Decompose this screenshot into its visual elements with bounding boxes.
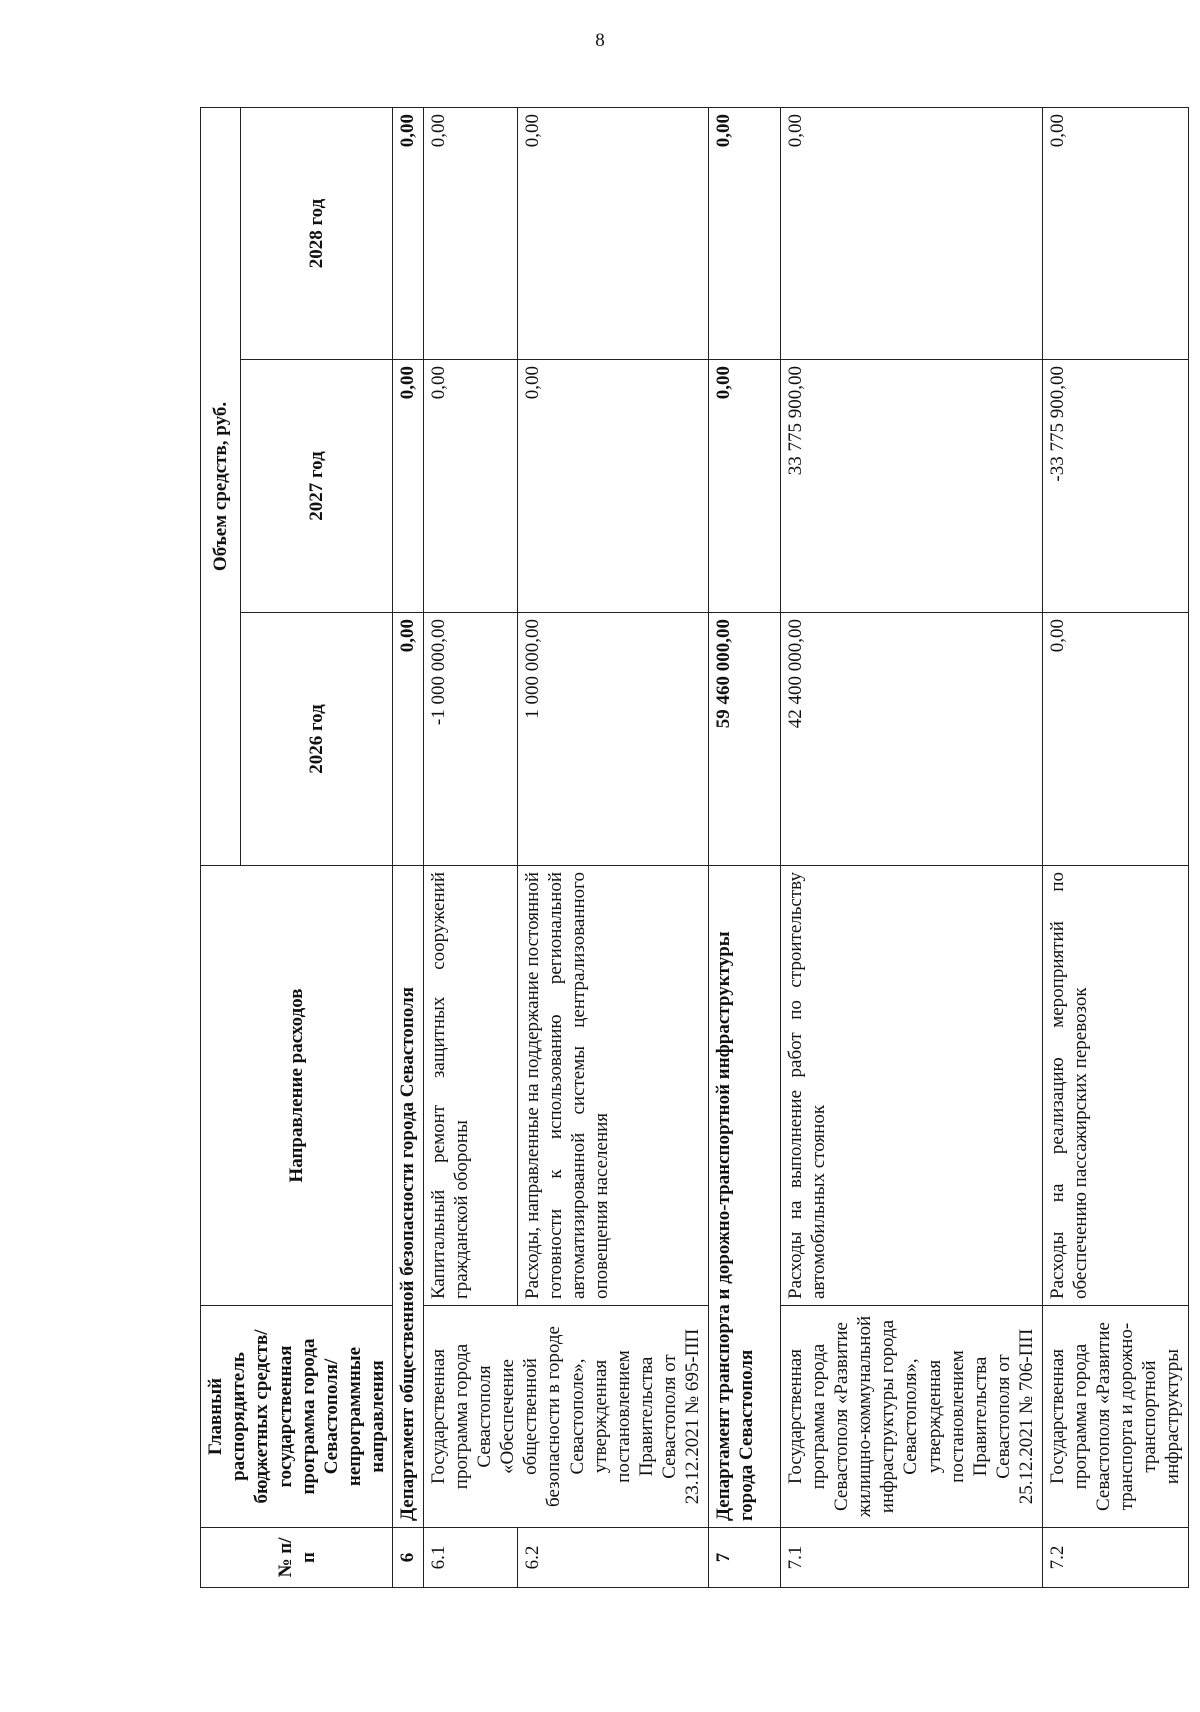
header-volume: Объем средств, руб. [201,108,241,866]
row-num: 6.2 [517,1528,708,1588]
amount-2028: 0,00 [708,108,780,360]
amount-2026: -1 000 000,00 [423,613,517,866]
header-num: № п/п [201,1528,393,1588]
amount-2027: 0,00 [423,360,517,613]
amount-2026: 1 000 000,00 [517,613,708,866]
row-num: 6.1 [423,1528,517,1588]
amount-2026: 59 460 000,00 [708,613,780,866]
amount-2028: 0,00 [1042,108,1188,360]
table-row [423,108,517,1588]
amount-2028: 0,00 [517,108,708,360]
header-year-2027: 2027 год [240,360,393,613]
program-name: Государственная программа города Севастополя «Развитие транспорта и дорожно-транспортной инфраструктуры [1042,1306,1188,1528]
amount-2028: 0,00 [423,108,517,360]
amount-2027: 0,00 [393,360,423,613]
expense-direction: Расходы, направленные на поддержание постоянной готовности к использованию региональной автоматизированной системы централизованного оповещения населения [517,866,708,1306]
table-row [1042,108,1188,1588]
rotated-table-wrapper [200,108,1184,1588]
table-row [780,108,1042,1588]
expense-direction: Расходы на выполнение работ по строительству автомобильных стоянок [780,866,1042,1306]
program-name: Государственная программа города Севастополя «Развитие жилищно-коммунальной инфраструктуры города Севастополя», утвержденная постановлением Правительства Севастополя от 25.12.2021 № 706-ПП [780,1306,1042,1528]
amount-2027: 33 775 900,00 [780,360,1042,613]
department-row [708,108,780,1588]
amount-2026: 42 400 000,00 [780,613,1042,866]
amount-2026: 0,00 [393,613,423,866]
amount-2027: 0,00 [517,360,708,613]
department-name: Департамент транспорта и дорожно-транспортной инфраструктуры города Севастополя [708,866,780,1528]
amount-2027: 0,00 [708,360,780,613]
department-row [393,108,423,1588]
header-year-2028: 2028 год [240,108,393,360]
header-owner: Главный распорядитель бюджетных средств/государственная программа города Севастополя/непрограммные направления [201,1306,393,1528]
row-num: 7.2 [1042,1528,1188,1588]
amount-2028: 0,00 [780,108,1042,360]
header-row-1 [201,108,241,1588]
amount-2027: -33 775 900,00 [1042,360,1188,613]
header-year-2026: 2026 год [240,613,393,866]
program-name: Государственная программа города Севастополя «Обеспечение общественной безопасности в городе Севастополе», утвержденная постановлением Правительства Севастополя от 23.12.2021 № 695-ПП [423,1306,708,1528]
amount-2028: 0,00 [393,108,423,360]
department-num: 6 [393,1528,423,1588]
row-num: 7.1 [780,1528,1042,1588]
department-num: 7 [708,1528,780,1588]
expense-direction: Расходы на реализацию мероприятий по обеспечению пассажирских перевозок [1042,866,1188,1306]
header-direction: Направление расходов [201,866,393,1306]
expense-direction: Капитальный ремонт защитных сооружений гражданской обороны [423,866,517,1306]
department-name: Департамент общественной безопасности города Севастополя [393,866,423,1528]
page-number: 8 [595,30,605,51]
budget-table [200,107,1189,1588]
amount-2026: 0,00 [1042,613,1188,866]
